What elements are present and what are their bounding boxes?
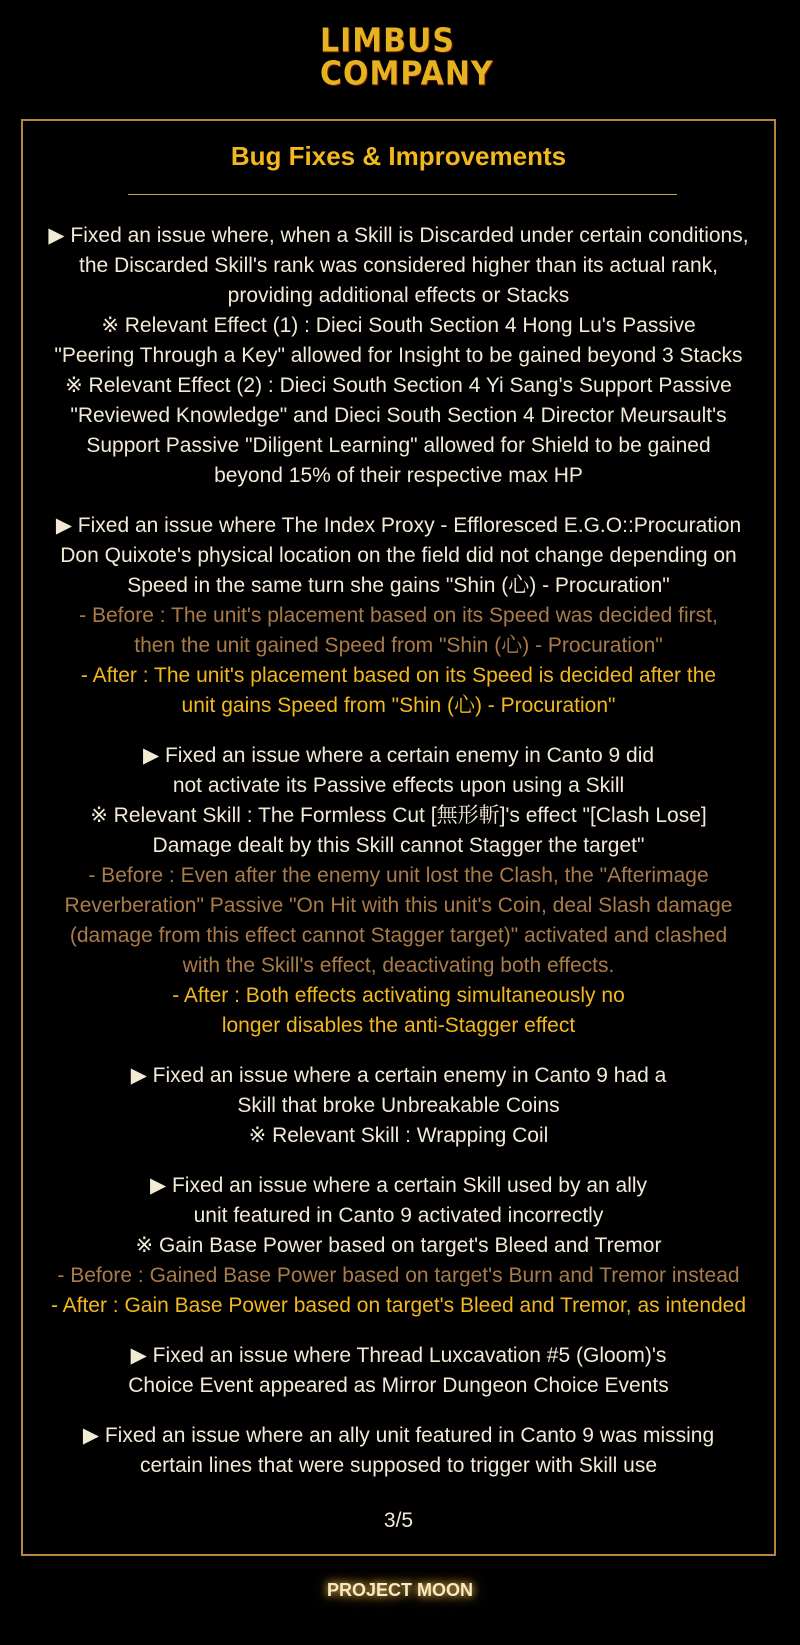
logo-line-limbus: LIMBUS [320,21,455,61]
project-moon-footer: PROJECT MOON [326,1580,473,1600]
patch-note-item [43,221,754,491]
patch-note-item [43,1421,754,1481]
before-note-line: Reverberation" Passive "On Hit with this unit's Coin, deal Slash damage [64,894,733,917]
note-line: ▶ Fixed an issue where, when a Skill is Discarded under certain conditions, [48,224,749,247]
note-line: not activate its Passive effects upon using a Skill [172,774,625,797]
after-note-line: unit gains Speed from "Shin (心) - Procuration" [181,694,616,717]
note-line: ▶ Fixed an issue where Thread Luxcavation #5 (Gloom)'s [130,1344,667,1367]
note-line: "Reviewed Knowledge" and Dieci South Section 4 Director Meursault's [70,404,727,427]
patch-note-item [43,741,754,1041]
patch-note-item [43,511,754,721]
note-line: ※ Gain Base Power based on target's Bleed and Tremor [135,1234,662,1257]
note-line: Choice Event appeared as Mirror Dungeon Choice Events [128,1374,669,1397]
note-line: Speed in the same turn she gains "Shin (心) - Procuration" [127,574,670,597]
title-divider [128,194,677,195]
note-line: the Discarded Skill's rank was considered higher than its actual rank, [79,254,718,277]
note-line: Skill that broke Unbreakable Coins [237,1094,560,1117]
before-note-line: - Before : The unit's placement based on its Speed was decided first, [79,604,718,627]
after-note-line: longer disables the anti-Stagger effect [221,1014,576,1037]
patch-notes-panel [21,119,776,1556]
before-note-line: - Before : Gained Base Power based on target's Burn and Tremor instead [57,1264,740,1287]
note-line: ▶ Fixed an issue where a certain Skill used by an ally [149,1174,648,1197]
note-line: ※ Relevant Effect (2) : Dieci South Section 4 Yi Sang's Support Passive [65,374,732,397]
before-note-line: (damage from this effect cannot Stagger target)" activated and clashed [69,924,728,947]
logo-line-company: COMPANY [320,54,494,94]
before-note-line: - Before : Even after the enemy unit lost the Clash, the "Afterimage [88,864,709,887]
note-line: certain lines that were supposed to trigger with Skill use [139,1454,658,1477]
note-line: "Peering Through a Key" allowed for Insight to be gained beyond 3 Stacks [54,344,743,367]
patch-note-item [43,1171,754,1321]
limbus-company-logo [316,14,494,102]
note-line: ※ Relevant Skill : The Formless Cut [無形斬]'s effect "[Clash Lose] [90,804,707,827]
note-line: ▶ Fixed an issue where a certain enemy in Canto 9 had a [130,1064,667,1087]
before-note-line: with the Skill's effect, deactivating both effects. [182,954,615,977]
patch-notes-content [23,221,774,1501]
note-line: ※ Relevant Effect (1) : Dieci South Section 4 Hong Lu's Passive [101,314,696,337]
note-line: ※ Relevant Skill : Wrapping Coil [248,1124,549,1147]
after-note-line: - After : Gain Base Power based on target's Bleed and Tremor, as intended [50,1294,747,1317]
patch-note-item [43,1061,754,1151]
after-note-line: - After : The unit's placement based on its Speed is decided after the [80,664,717,687]
note-line: ▶ Fixed an issue where an ally unit featured in Canto 9 was missing [82,1424,715,1447]
note-line: Support Passive "Diligent Learning" allowed for Shield to be gained [86,434,711,457]
patch-note-item [43,1341,754,1401]
note-line: ▶ Fixed an issue where The Index Proxy - Effloresced E.G.O::Procuration [55,514,742,537]
page-indicator: 3/5 [383,1509,414,1532]
note-line: providing additional effects or Stacks [227,284,570,307]
note-line: unit featured in Canto 9 activated incorrectly [193,1204,604,1227]
before-note-line: then the unit gained Speed from "Shin (心) - Procuration" [134,634,663,657]
note-line: Don Quixote's physical location on the field did not change depending on [60,544,737,567]
after-note-line: - After : Both effects activating simultaneously no [172,984,625,1007]
note-line: beyond 15% of their respective max HP [214,464,583,487]
note-line: ▶ Fixed an issue where a certain enemy in Canto 9 did [142,744,655,767]
section-title: Bug Fixes & Improvements [230,141,567,171]
note-line: Damage dealt by this Skill cannot Stagger the target" [152,834,645,857]
